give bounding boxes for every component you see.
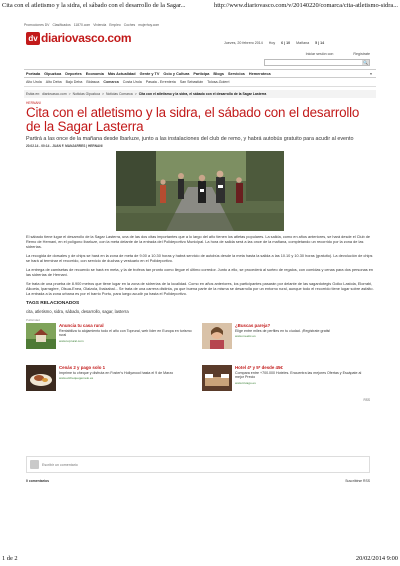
- ad-url[interactable]: www.trivago.es: [235, 380, 256, 385]
- nav-item-economia[interactable]: Economía: [85, 71, 104, 76]
- ad-text: Rentabiliza tu alojamiento todo el año con Toprural, web líder en Europa en turismo rural: [59, 328, 192, 338]
- weather-today-values: 6 | 10: [281, 41, 291, 45]
- logo-mark: dv: [26, 32, 40, 45]
- ad-title[interactable]: Hotel 4* y 5* desde 45€: [235, 364, 283, 370]
- print-page-title: Cita con el atletismo y la sidra, el sábado con el desarrollo de la Sagar...: [2, 2, 186, 9]
- article-byline: 20.02.14 - 00:14 - JUAN F. MANJARRES | HERNANI: [26, 143, 103, 148]
- ads-grid: [24, 323, 376, 397]
- print-page-url: http://www.diariovasco.com/v/20140220/comarca/cita-atletismo-sidra...: [214, 2, 398, 9]
- date-weather: [224, 41, 324, 45]
- article-paragraph: La recogida de dorsales y de chips se hará en la zona de meta de 9.00 a 10.30 horas y habrá servicio de autobús desde la meta hasta la salida a las 10.10 y 10.30 horas (gratuito). La devolución de chips se hará al terminar el recorrido, con servicio de duchas y vestuario en el Polideportivo.: [26, 253, 373, 263]
- avatar: [30, 460, 39, 469]
- logo-text: diariovasco.com: [41, 31, 132, 45]
- ad-title[interactable]: Anuncia tu casa rural: [59, 322, 104, 328]
- article-section: HERNANI: [26, 101, 41, 105]
- comment-meta: [26, 479, 370, 483]
- ad-text: Imprime tu cheque y disfruta en Foster's Hollywood hasta el 9 de Marzo: [59, 370, 174, 375]
- subscribe-link[interactable]: Suscribirse: [345, 479, 363, 483]
- ad-item[interactable]: [26, 365, 194, 397]
- article-subtitle: Partirá a las once de la mañana desde Ibarluze, junto a las instalaciones del club de remo, y habrá autobús gratuito para acudir al evento: [26, 136, 354, 143]
- topbar-link[interactable]: Clasificados: [52, 23, 71, 27]
- breadcrumb-link[interactable]: Noticias Gipuzkoa: [72, 92, 100, 96]
- weather-tomorrow-label: Mañana: [296, 41, 310, 45]
- weather-today-label: Hoy: [268, 41, 276, 45]
- article-paragraph: El sábado tiene lugar el desarrollo de la Sagar Lasterra, una de las dos citas importantes que a lo largo del año tienen los atletas populares. La salida, como en años anteriores, se hará desde el Club de Remo de Hernani, en el polígono Ibarluze, con la meta delante de la entrada del Polideportivo Municipal. La hora de salida será a las once de la mañana, completando un recorrido por la zona de las sidrerías.: [26, 234, 371, 249]
- nav-item-mas-actualidad[interactable]: Más Actualidad: [107, 71, 136, 76]
- current-date: Jueves, 20 febrero 2014: [224, 41, 263, 45]
- search-input[interactable]: [265, 60, 362, 65]
- food-photo-icon: [26, 365, 56, 391]
- ad-item[interactable]: [202, 323, 370, 355]
- print-page-number: 1 de 2: [2, 555, 18, 562]
- breadcrumb-link[interactable]: Noticias Comarca: [105, 92, 133, 96]
- comments-rss-link[interactable]: RSS: [363, 479, 370, 483]
- topbar-link[interactable]: mujerhoy.com: [138, 23, 160, 27]
- ad-title[interactable]: Cenás 2 y pago solo 1: [59, 364, 106, 370]
- ad-url[interactable]: www.toprural.com: [59, 338, 84, 343]
- web-page: [24, 18, 376, 548]
- article-paragraph: Se trata de una prueba de 8.900 metros que tiene lugar en la zona de sidrerías de la localidad. Como en años anteriores, los participantes pasarán por delante de las sagardotegis Goiko Lastola, Elorrabi, Alkoeta, Iparragirre, Olsua-Enea, Olaizola, Ibaizabal... Se trata de una carrera distinta, ya que buena parte de la misma se desarrolla por un entorno rural, aunque todo el recorrido tiene lugar sobre asfalto. La entrada a la zona urbana es por el barrio Portu, para luego acudir ya hasta el Polideportivo.: [26, 281, 374, 296]
- subnav-item-bidasoa[interactable]: Bidasoa: [86, 80, 100, 84]
- topbar-link[interactable]: Vivienda: [93, 23, 107, 27]
- search-icon[interactable]: 🔍: [363, 60, 368, 65]
- hotel-photo-icon: [202, 365, 232, 391]
- subnav-item-costa-urola[interactable]: Costa Urola: [122, 80, 142, 84]
- account-row: [24, 50, 376, 58]
- subnav-item-san-sebastian[interactable]: San Sebastián: [179, 80, 204, 84]
- nav-item-blogs[interactable]: Blogs: [213, 71, 224, 76]
- comment-count: 0 comentarios: [26, 479, 49, 483]
- site-logo[interactable]: [26, 31, 131, 45]
- brand-row: [24, 30, 376, 50]
- related-tags-list[interactable]: cita, atletismo, sidra, sábado, desarrollo, sagar, lasterra: [26, 308, 129, 314]
- breadcrumb-link[interactable]: diariovasco.com: [42, 92, 67, 96]
- ad-url[interactable]: www.meetic.es: [235, 334, 256, 339]
- nav-item-deportes[interactable]: Deportes: [65, 71, 82, 76]
- ad-url[interactable]: www.elchequegemelo.es: [59, 376, 94, 381]
- ads-label: Publicidad: [26, 317, 40, 322]
- article-paragraph: La entrega de camisetas de recuerdo se hará en meta, y la de trofeos tan pronto como llegue el último corredor. Junto a ello, se procederá al sorteo de regalos, con comidas y cenas para dos personas en las sidrerías de Hernani.: [26, 267, 373, 277]
- breadcrumb-current: Cita con el atletismo y la sidra, el sábado con el desarrollo de la Sagar Lasterra: [138, 92, 267, 96]
- topbar-link[interactable]: Empleo: [109, 23, 121, 27]
- nav-item-participa[interactable]: Participa: [193, 71, 210, 76]
- house-photo-icon: [26, 323, 56, 349]
- ad-text: Elige entre miles de perfiles en tu ciudad. ¡Regístrate gratis!: [235, 328, 331, 333]
- subnav-item-alto-urola[interactable]: Alto Urola: [26, 80, 42, 84]
- ad-item[interactable]: [26, 323, 194, 355]
- nav-item-ocio-cultura[interactable]: Ocio y Cultura: [163, 71, 190, 76]
- subnav-item-comarca[interactable]: Comarca: [103, 80, 119, 84]
- top-utility-bar: [24, 18, 376, 28]
- print-datetime: 20/02/2014 9:00: [355, 555, 398, 562]
- topbar-link[interactable]: Coches: [123, 23, 136, 27]
- ad-item[interactable]: [202, 365, 370, 397]
- ads-rss-link[interactable]: RSS: [363, 397, 370, 402]
- topbar-link[interactable]: 11870.com: [73, 23, 91, 27]
- article-photo[interactable]: [116, 151, 284, 231]
- nav-item-gipuzkoa[interactable]: Gipuzkoa: [44, 71, 62, 76]
- register-link[interactable]: Regístrate: [353, 52, 370, 56]
- topbar-link[interactable]: Promociones DV: [24, 23, 50, 27]
- nav-item-hemeroteca[interactable]: Hemeroteca: [248, 71, 271, 76]
- nav-item-servicios[interactable]: Servicios: [227, 71, 245, 76]
- article-headline: Cita con el atletismo y la sidra, el sábado con el desarrollo de la Sagar Lasterra: [26, 105, 360, 135]
- comment-input[interactable]: [42, 463, 242, 467]
- comment-box: [26, 456, 370, 473]
- main-navigation: [24, 69, 376, 78]
- breadcrumb-prefix: Estás en:: [26, 92, 41, 96]
- subnav-item-pasaia[interactable]: Pasaia - Errenteria: [145, 80, 176, 84]
- subnav-item-bajo-deba[interactable]: Bajo Deba: [65, 80, 83, 84]
- breadcrumb: Estás en: diariovasco.com > Noticias Gipuzkoa > Noticias Comarca > Cita con el atletismo y la sidra, el sábado con el desarrollo de la Sagar Lasterra: [24, 90, 376, 98]
- nav-item-portada[interactable]: Portada: [26, 71, 41, 76]
- ad-text: Compara entre +700.000 Hoteles. Encuentra las mejores Ofertas y Escápate al mejor Precio: [235, 370, 362, 380]
- article-body: [24, 235, 376, 297]
- comments-section: [26, 456, 370, 483]
- search-box: [264, 59, 370, 66]
- runners-photo: [116, 151, 284, 231]
- print-header: [0, 0, 400, 14]
- login-link[interactable]: Iniciar sesión con: [305, 52, 334, 56]
- subnav-item-alto-deba[interactable]: Alto Deba: [45, 80, 62, 84]
- person-photo-icon: [202, 323, 232, 349]
- related-tags-title: TAGS RELACIONADOS: [26, 300, 80, 306]
- subnav-item-tolosa-goierri[interactable]: Tolosa-Goierri: [207, 80, 230, 84]
- nav-item-gente-tv[interactable]: Gente y TV: [139, 71, 160, 76]
- weather-tomorrow-values: 5 | 14: [315, 41, 325, 45]
- sub-navigation: [24, 78, 376, 87]
- nav-collapse-icon[interactable]: «: [369, 71, 372, 76]
- ad-title[interactable]: ¿Buscas pareja?: [235, 322, 271, 328]
